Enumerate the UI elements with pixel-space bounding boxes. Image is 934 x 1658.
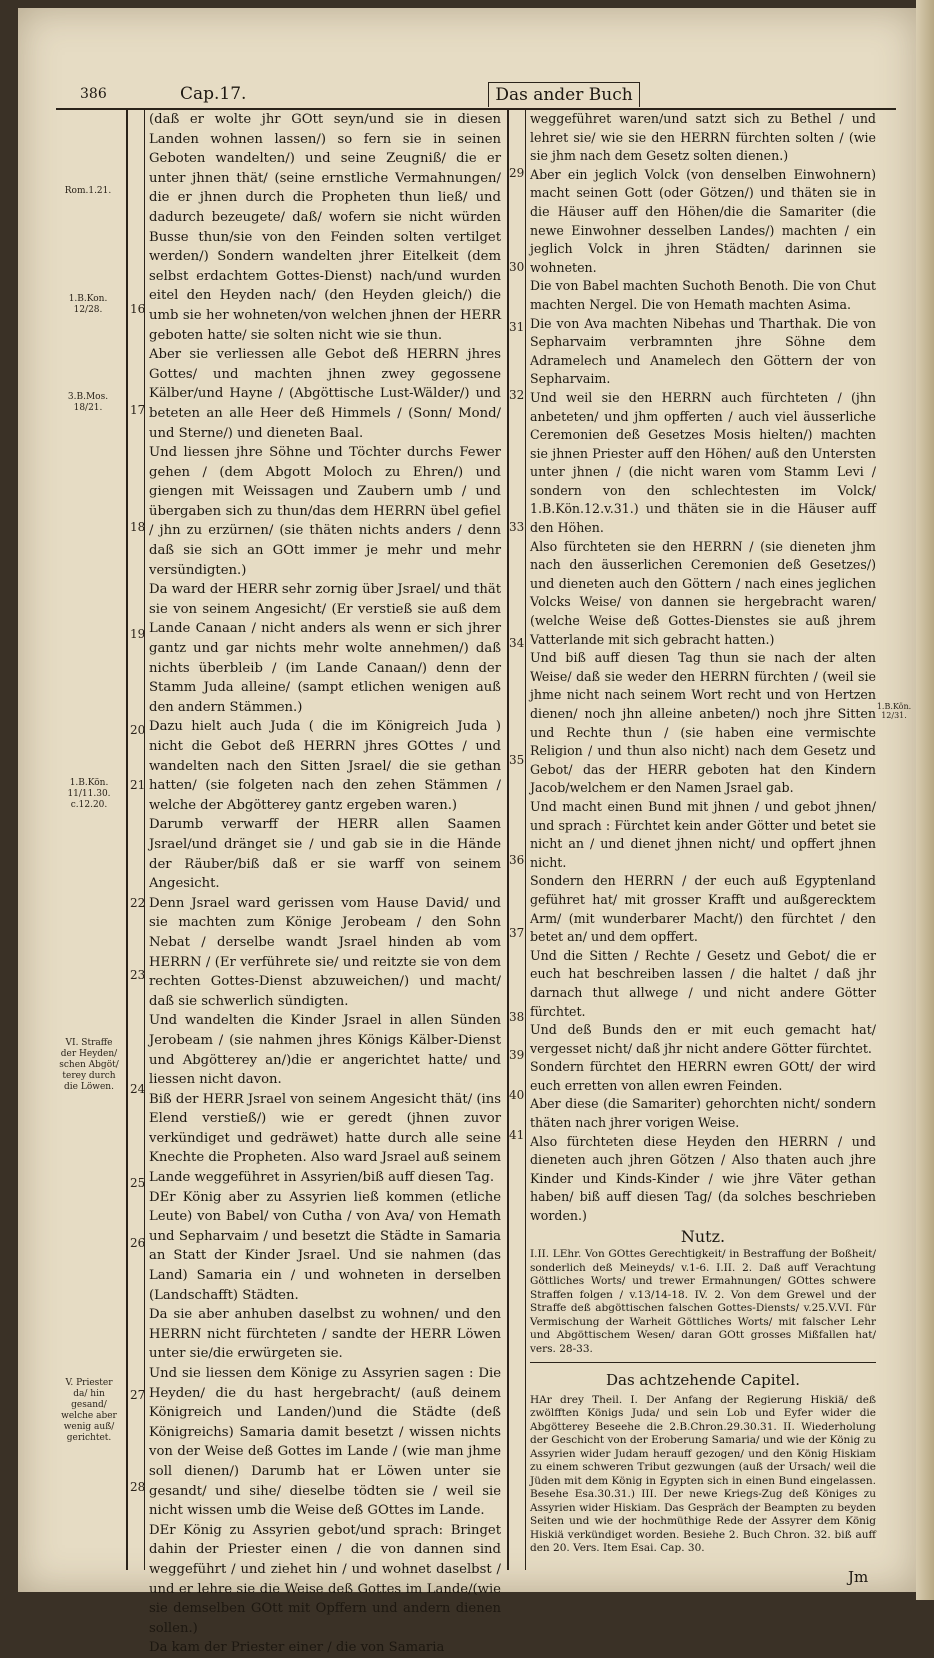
right-column <box>530 110 876 1570</box>
verse-number: 41 <box>509 1128 525 1142</box>
book-spine <box>916 0 934 1600</box>
verse-text: Und sie liessen dem Könige zu Assyrien sagen : Die Heyden/ die du hast hergebracht/ (auß deinem Königreich und Landen/)und die Städte (deß Königreichs) Samaria damit besetzt / wissen nichts von der Weise deß Gottes im Lande / (wie man jhme soll dienen/) Darumb hat er Löwen unter sie gesandt/ und sihe/ dieselbe tödten sie / weil sie nicht wissen umb die Weise deß GOttes im Lande. <box>149 1366 501 1519</box>
verse-text: Aber ein jeglich Volck (von denselben Einwohnern) macht seinen Gott (oder Götzen/) und thäten sie in die Häuser auff den Höhen/die die Samariter (die newe Einwohner desselben Landes/) machten / ein jeglich Volck in jhren Städten/ darinnen sie wohneten. <box>530 166 876 275</box>
verse-number: 40 <box>509 1088 525 1102</box>
verse-number: 36 <box>509 853 525 867</box>
verse-number: 35 <box>509 753 525 767</box>
verse-text: Die von Babel machten Suchoth Benoth. Die von Chut machten Nergel. Die von Hemath machten Asima. <box>530 278 876 312</box>
verse-number: 28 <box>130 1480 146 1494</box>
verse-number: 16 <box>130 302 146 316</box>
verse-text: Dazu hielt auch Juda ( die im Königreich Juda ) nicht die Gebot deß HERRN jhres GOttes / und wandelten nach den Sitten Jsrael/ die sie gethan hatten/ (sie folgeten nach den zehen Stämmen / welche der Abgötterey gantz ergeben waren.) <box>149 719 501 813</box>
verse-text: Denn Jsrael ward gerissen vom Hause David/ und sie machten zum Könige Jerobeam / den Sohn Nebat / derselbe wandt Jsrael hinden ab vom HERRN / (Er verführete sie/ und reitzte sie von dem rechten Gottes-Dienst abzuweichen/) und macht/ daß sie schwerlich sündigten. <box>149 895 501 1009</box>
nutz-heading: Nutz. <box>680 1226 726 1246</box>
verse-number: 20 <box>130 723 146 737</box>
verse-number: 23 <box>130 968 146 982</box>
verse-text: Also fürchteten diese Heyden den HERRN / und dieneten auch jhren Götzen / Also thaten auch jhre Kinder und Kinds-Kinder / wie jhre Väter gethan haben/ biß auff diesen Tag/ (da solches beschrieben worden.) <box>530 1133 876 1224</box>
verse-text: DEr König zu Assyrien gebot/und sprach: Bringet dahin der Priester einen / die von dannen sind weggeführt / und ziehet hin / und wohnet daselbst / und er lehre sie die Weise deß Gottes im Lande/(wie sie demselben GOtt mit Opffern und andern dienen sollen.) <box>149 1522 501 1636</box>
margin-note: 3.B.Mos. 18/21. <box>67 392 109 413</box>
verse-text: Die von Ava machten Nibehas und Tharthak. Die von Sepharvaim verbramnten jhre Söhne dem Adramelech und Anamelech den Göttern der von Sepharvaim. <box>530 315 876 387</box>
verse-rule-mid <box>525 108 526 1570</box>
verse-number: 27 <box>130 1388 146 1402</box>
verse-number: 24 <box>130 1082 146 1096</box>
verse-text: Und weil sie den HERRN auch fürchteten / (jhn anbeteten/ und jhm opfferten / auch viel äusserliche Ceremonien deß Gesetzes Mosis hielten/) machten sie jhnen Priester auff den Höhen/ auß den Untersten unter jhnen / (die nicht waren vom Stamm Levi / sondern von den schlechtesten im Volck/ 1.B.Kön.12.v.31.) und thäten sie in die Häuser auff den Höhen. <box>530 389 876 536</box>
book-page <box>18 8 918 1656</box>
margin-note: Rom.1.21. <box>64 186 112 196</box>
catchword: Jm <box>848 1568 869 1586</box>
running-header <box>56 82 896 110</box>
verse-number: 39 <box>509 1048 525 1062</box>
chapter-label: Cap.17. <box>180 84 247 104</box>
verse-number: 22 <box>130 896 146 910</box>
chapter-summary: HAr drey Theil. I. Der Anfang der Regierung Hiskiä/ deß zwölfften Königs Juda/ und sein Lob und Eyfer wider die Abgötterey Beseehe die 2.B.Chron.29.30.31. II. Wiederholung der Geschicht von der Eroberung Samaria/ und wie der König zu Assyrien wider Judam herauff gezogen/ und den König Hiskiam zu einem schweren Tribut gezwungen (auß der Ursach/ weil die Jüden mit dem König in Egypten sich in einen Bund eingelassen. Besehe Esa.30.31.) III. Der newe Kriegs-Zug deß Königes zu Assyrien wider Hiskiam. Das Gespräch der Beampten zu beyden Seiten und wie der hochmüthige Rede der Assyrer dem König Hiskiä verkündiget worden. Besiehe 2. Buch Chron. 32. biß auff den 20. Vers. Item Esai. Cap. 30. <box>530 1393 876 1555</box>
next-chapter-title: Das achtzehende Capitel. <box>606 1371 800 1390</box>
verse-text: Und macht einen Bund mit jhnen / und gebot jhnen/ und sprach : Fürchtet kein ander Götter und betet sie nicht an / und dienet jhnen nicht/ und opffert jhnen nicht. <box>530 798 876 870</box>
verse-number: 19 <box>130 627 146 641</box>
verse-text: weggeführet waren/und satzt sich zu Bethel / und lehret sie/ wie sie den HERRN fürchten solten / (wie sie jhm nach dem Gesetz solten dienen.) <box>530 111 876 164</box>
verse-text: Und biß auff diesen Tag thun sie nach der alten Weise/ daß sie weder den HERRN fürchten / (weil sie jhme nicht nach seinem Wort recht und von Hertzen dienen/ noch jhn alleine anbeten/) noch jhre Sitten und Rechte thun / (sie haben eine vermischte Religion / und thun also nicht) nach dem Gesetz und Gebot/ das der HERR geboten hat den Kindern Jacob/welchem er den Namen Jsrael gab. <box>530 650 876 796</box>
verse-number: 32 <box>509 388 525 402</box>
margin-note: V. Priester da/ hin gesand/ welche aber wenig auß/ gerichtet. <box>61 1378 117 1443</box>
verse-number: 33 <box>509 520 525 534</box>
verse-text: Da ward der HERR sehr zornig über Jsrael/ und thät sie von seinem Angesicht/ (Er verstieß sie auß dem Lande Canaan / nicht anders als wenn er sich jhrer gantz und gar nichts mehr wolte annehmen/) daß nichts überbleib / (im Lande Canaan/) denn der Stamm Juda alleine/ (sampt etlichen wenigen auß den andern Stämmen.) <box>149 582 501 715</box>
verse-text: Also fürchteten sie den HERRN / (sie dieneten jhm nach den äusserlichen Ceremonien deß Gesetzes/) und dieneten auch den Göttern / nach eines jeglichen Volcks Weise/ von dannen sie hergebracht waren/ (welche Weise deß Gottes-Dienstes sie auß jhrem Vatterlande mit sich gebracht hatten.) <box>530 538 876 647</box>
verse-text: Aber diese (die Samariter) gehorchten nicht/ sondern thäten nach jhrer vorigen Weise. <box>530 1096 876 1131</box>
verse-rule-left <box>144 108 145 1570</box>
verse-text: Und liessen jhre Söhne und Töchter durchs Fewer gehen / (dem Abgott Moloch zu Ehren/) und giengen mit Weissagen und Zaubern umb / und übergaben sich zu thun/das dem HERRN übel gefiel / jhn zu erzürnen/ (sie thäten nichts anders / denn daß sie sich an GOtt immer je mehr und mehr versündigten.) <box>149 445 501 578</box>
verse-number: 25 <box>130 1176 146 1190</box>
verse-text: DEr König aber zu Assyrien ließ kommen (etliche Leute) von Babel/ von Cutha / von Ava/ von Hemath und Sepharvaim / und besetzt die Städte in Samaria an Statt der Kinder Jsrael. Und sie nahmen (das Land) Samaria ein / und wohneten in derselben (Landschafft) Städten. <box>149 1189 501 1303</box>
verse-text: Sondern fürchtet den HERRN ewren GOtt/ der wird euch erretten von allen ewren Feinden. <box>530 1059 876 1093</box>
margin-note: 1.B.Kon. 12/28. <box>68 294 108 315</box>
verse-text: Da kam der Priester einer / die von Samaria <box>149 1640 445 1656</box>
verse-number: 21 <box>130 778 146 792</box>
margin-rule-left <box>126 108 128 1570</box>
book-title: Das ander Buch <box>488 82 640 107</box>
verse-number: 26 <box>130 1236 146 1250</box>
verse-text: Und deß Bunds den er mit euch gemacht hat/ vergesset nicht/ daß jhr nicht andere Götter fürchtet. <box>530 1022 876 1056</box>
verse-text: Da sie aber anhuben daselbst zu wohnen/ und den HERRN nicht fürchteten / sandte der HERR Löwen unter sie/die erwürgeten sie. <box>149 1307 501 1362</box>
margin-note: 1.B.Kön. 11/11.30. c.12.20. <box>67 778 111 810</box>
nutz-text: I.II. LEhr. Von GOttes Gerechtigkeit/ in Bestraffung der Boßheit/ sonderlich deß Meineyds/ v.1-6. I.II. 2. Daß auff Verachtung Göttliches Worts/ und trewer Ermahnungen/ GOttes schwere Straffen folgen / v.13/14-18. IV. 2. Von dem Grewel und der Straffe deß abgöttischen falschen Gottes-Diensts/ v.25.V.VI. Für Vermischung der Warheit Göttliches Worts/ mit falscher Lehr und Abgöttischem Wesen/ daran GOtt grosses Mißfallen hat/ vers. 28-33. <box>530 1248 876 1355</box>
page-number: 386 <box>80 86 107 102</box>
verse-number: 31 <box>509 320 525 334</box>
verse-number: 34 <box>509 636 525 650</box>
verse-number: 38 <box>509 1010 525 1024</box>
margin-note: VI. Straffe der Heyden/ schen Abgöt/ terey durch die Löwen. <box>59 1038 119 1092</box>
margin-note: 1.B.Kön. 12/31. <box>876 702 912 720</box>
verse-number: 29 <box>509 166 525 180</box>
left-column <box>149 110 501 1656</box>
verse-text: Biß der HERR Jsrael von seinem Angesicht thät/ (ins Elend verstieß/) wie er geredt (jhnen zuvor verkündiget und gedräwet) hatte durch alle seine Knechte die Propheten. Also ward Jsrael auß seinem Lande weggeführet in Assyrien/biß auff diesen Tag. <box>149 1091 501 1186</box>
verse-text: Und die Sitten / Rechte / Gesetz und Gebot/ die er euch hat beschreiben lassen / die haltet / daß jhr darnach thut allwege / und nicht andere Götter fürchtet. <box>530 947 876 1019</box>
verse-number: 37 <box>509 926 525 940</box>
verse-text: (daß er wolte jhr GOtt seyn/und sie in diesen Landen wohnen lassen/) so fern sie in seinen Geboten wandelten/) und seine Zeugniß/ die er unter jhnen thät/ (seine ernstliche Vermahnungen/ die er jhnen durch die Propheten thun ließ/ und dadurch bezeugete/ daß/ wofern sie nicht würden Busse thun/sie von den Feinden solten vertilget werden/) Sondern wandelten jhrer Eitelkeit (dem selbst erdachtem Gottes-Dienst) nach/und wurden eitel den Heyden nach/ (den Heyden gleich/) die umb sie her wohneten/von welchen jhnen der HERR geboten hatte/ sie solten nicht wie sie thun. <box>149 112 501 343</box>
verse-number: 30 <box>509 260 525 274</box>
verse-text: Darumb verwarff der HERR allen Saamen Jsrael/und dränget sie / und gab sie in die Hände der Räuber/biß daß er sie warff von seinem Angesicht. <box>149 817 501 892</box>
verse-number: 18 <box>130 520 146 534</box>
verse-text: Und wandelten die Kinder Jsrael in allen Sünden Jerobeam / (sie nahmen jhres Königs Kälber-Dienst und Abgötterey an/)die er angerichtet hatte/ und liessen nicht davon. <box>149 1013 501 1088</box>
verse-text: Sondern den HERRN / der euch auß Egyptenland geführet hat/ mit grosser Krafft und außgerecktem Arm/ (mit wunderbarer Macht/) den fürchtet / den betet an/ und dem opffert. <box>530 873 876 945</box>
verse-text: Aber sie verliessen alle Gebot deß HERRN jhres Gottes/ und machten jhnen zwey gegossene Kälber/und Hayne / (Abgöttische Lust-Wälder/) und beteten an alle Heer deß Himmels / (Sonn/ Mond/ und Sterne/) und dieneten Baal. <box>149 347 501 441</box>
section-divider <box>530 1362 876 1363</box>
verse-number: 17 <box>130 403 146 417</box>
